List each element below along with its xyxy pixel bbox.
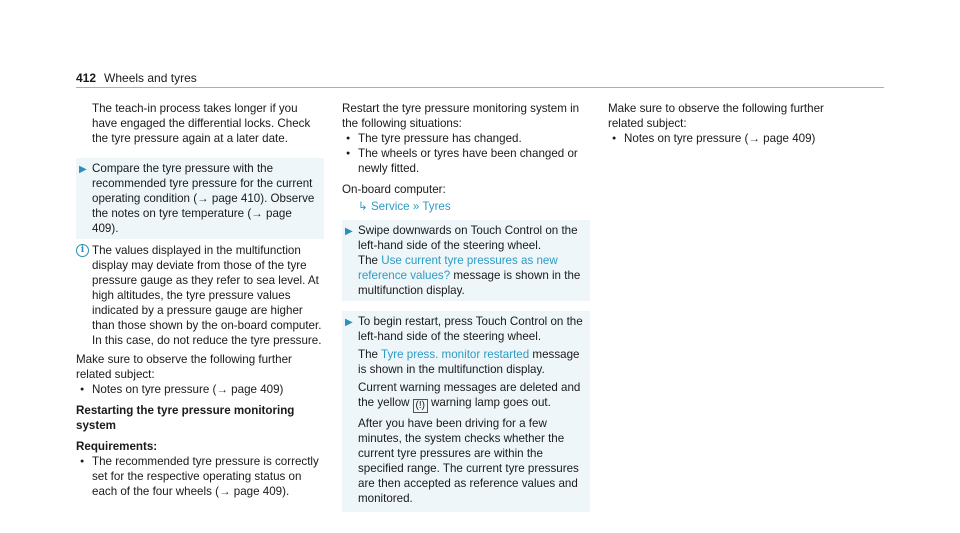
- column-2: [342, 101, 590, 516]
- menu-path: [342, 199, 590, 214]
- warning-lamp-text: Current warning messages are deleted and the yellow (!) warning lamp goes out.: [358, 381, 581, 411]
- instruction-step: [342, 311, 590, 512]
- step-detail-text: After you have been driving for a few minutes, the system checks whether the current tyre pressures are within the specified range. The current tyre pressures are then accepted as reference values and monitored.: [358, 417, 579, 505]
- page-header: [76, 71, 197, 86]
- requirements-title: Requirements:: [76, 440, 158, 453]
- info-note: [76, 243, 324, 348]
- section-heading: Restarting the tyre pressure monitoring system: [76, 404, 295, 432]
- info-icon: i: [76, 244, 89, 257]
- intro-text: Restart the tyre pressure monitoring system in the following situations:: [342, 102, 580, 130]
- list-item: ● The tyre pressure has changed.: [342, 131, 590, 146]
- list-item[interactable]: ● Notes on tyre pressure (→ page 409): [608, 131, 856, 146]
- menu-item-tyres: Tyres: [422, 200, 451, 213]
- column-1: [76, 101, 324, 499]
- instruction-step: [76, 158, 324, 239]
- related-list: [608, 131, 856, 146]
- menu-arrow-icon: ↳: [358, 200, 368, 213]
- step-arrow-icon: ▶: [345, 226, 353, 237]
- step-message-text: The Use current tyre pressures as new reference values? message is shown in the multifunction display.: [358, 254, 581, 297]
- requirements-list: [76, 454, 324, 499]
- column-3: [608, 101, 856, 146]
- step-text: To begin restart, press Touch Control on the left-hand side of the steering wheel.: [358, 315, 583, 343]
- intro-text: The teach-in process takes longer if you have engaged the differential locks. Check the tyre pressure again at a later date.: [92, 102, 311, 145]
- note-text: The values displayed in the multifunction display may deviate from those of the tyre pressure gauge as they refer to sea level. At high altitudes, the tyre pressure values indicated by a pressure gauge are higher than those shown by the on-board computer. In this case, do not reduce the tyre pressure.: [92, 244, 322, 347]
- step-message-text: The Tyre press. monitor restarted message is shown in the multifunction display.: [358, 348, 580, 376]
- list-item: ● The wheels or tyres have been changed or newly fitted.: [342, 146, 590, 176]
- step-arrow-icon: ▶: [345, 317, 353, 328]
- situations-list: [342, 131, 590, 176]
- menu-item-service: Service: [370, 200, 410, 213]
- header-rule: [76, 87, 884, 88]
- step-arrow-icon: ▶: [79, 164, 87, 175]
- page-number: 412: [76, 71, 97, 85]
- related-subject-text: Make sure to observe the following further related subject:: [76, 353, 292, 381]
- section-title: Wheels and tyres: [104, 71, 197, 85]
- related-list: [76, 382, 324, 397]
- display-message: Use current tyre pressures as new reference values?: [358, 254, 558, 282]
- step-text: Swipe downwards on Touch Control on the left-hand side of the steering wheel.: [358, 224, 578, 252]
- list-item[interactable]: ● Notes on tyre pressure (→ page 409): [76, 382, 324, 397]
- instruction-step: [342, 220, 590, 301]
- display-message: Tyre press. monitor restarted: [381, 348, 530, 361]
- tyre-pressure-warning-icon: (!): [413, 399, 428, 413]
- list-item: ● The recommended tyre pressure is correctly set for the respective operating status on each of the four wheels (→ page 409).: [76, 454, 324, 499]
- related-subject-text: Make sure to observe the following further related subject:: [608, 102, 824, 130]
- menu-separator-icon: »: [412, 200, 420, 213]
- step-text: Compare the tyre pressure with the recommended tyre pressure for the current operating condition (→ page 410). Observe the notes on tyre temperature (→ page 409).: [92, 162, 315, 235]
- onboard-label: On-board computer:: [342, 183, 446, 196]
